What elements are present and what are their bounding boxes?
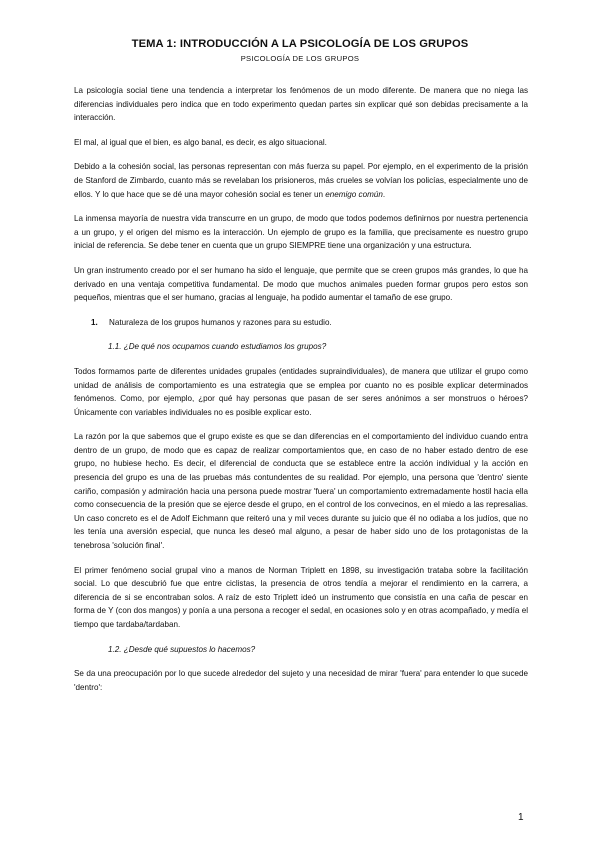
paragraph: El mal, al igual que el bien, es algo banal, es decir, es algo situacional. xyxy=(74,137,327,147)
subsection-heading-1-1: 1.1. ¿De qué nos ocupamos cuando estudiamos los grupos? xyxy=(108,342,327,352)
paragraph xyxy=(74,160,528,201)
document-title: TEMA 1: INTRODUCCIÓN A LA PSICOLOGÍA DE LOS GRUPOS xyxy=(131,38,469,50)
section-number: 1. xyxy=(91,317,98,327)
paragraph: Todos formamos parte de diferentes unidades grupales (entidades supraindividuales), de manera que utilizar el grupo como unidad de análisis de comportamiento es una estrategia que se emplea por cuanto no es posible explicar determinados fenómenos. Como, por ejemplo, ¿por qué hay personas que pasan de ser seres anónimos a ser monstruos o héroes? Únicamente con variables individuales no es posible explicar esto. xyxy=(74,366,528,417)
paragraph: Un gran instrumento creado por el ser humano ha sido el lenguaje, que permite que se creen grupos más grandes, lo que ha derivado en una ventaja competitiva fundamental. De modo que muchos animales pueden formar grupos pero estos son pequeños, mientras que el ser humano, gracias al lenguaje, ha podido aumentar el tamaño de ese grupo. xyxy=(74,265,528,303)
paragraph: La inmensa mayoría de nuestra vida transcurre en un grupo, de modo que todos podemos definirnos por nuestra pertenencia a un grupo, y el origen del mismo es la interacción. Un ejemplo de grupo es la familia, que precisamente es nuestro grupo inicial de referencia. Se debe tener en cuenta que un grupo SIEMPRE tiene una organización y una estructura. xyxy=(74,214,528,251)
paragraph: Se da una preocupación por lo que sucede alrededor del sujeto y una necesidad de mirar 'fuera' para entender lo que sucede 'dentro': xyxy=(74,669,528,692)
paragraph: El primer fenómeno social grupal vino a manos de Norman Triplett en 1898, su investigación trataba sobre la facilitación social. Lo que descubrió fue que entre ciclistas, la presencia de otros tendía a mejorar el rendimiento en la carrera, a diferencia de si se encontraban solos. A raíz de esto Triplett ideó un instrumento que consistía en una caña de pescar en forma de Y (con dos mangos) y ponía a una persona a recoger el sedal, en ocasiones solo y en otras acompañado, y medía el tiempo que tardaba/tardaban. xyxy=(74,565,528,629)
subsection-heading-1-2: 1.2. ¿Desde qué supuestos lo hacemos? xyxy=(108,644,256,654)
paragraph: La psicología social tiene una tendencia a interpretar los fenómenos de un modo diferente. De manera que no niega las diferencias individuales pero indica que en todo experimento quedan partes sin explicar qué son debidas precisamente a la interacción. xyxy=(74,86,528,123)
document-body xyxy=(74,84,528,705)
section-title: Naturaleza de los grupos humanos y razones para su estudio. xyxy=(109,317,332,327)
emphasis-enemigo-comun: enemigo común xyxy=(325,189,383,199)
period: . xyxy=(382,189,386,199)
document-subtitle: PSICOLOGÍA DE LOS GRUPOS xyxy=(240,54,360,63)
page-number: 1 xyxy=(518,812,524,823)
paragraph-text: Debido a la cohesión social, las personas representan con más fuerza su papel. Por ejemplo, en el experimento de la prisión de Stanford de Zimbardo, cuanto más se revelaban los prisioneros, más crueles se volvían los policías, especialmente uno de ellos. Y lo que hace que se dé una mayor cohesión social es tener un xyxy=(74,162,528,199)
section-heading-1 xyxy=(74,316,528,330)
paragraph: La razón por la que sabemos que el grupo existe es que se dan diferencias en el comportamiento del individuo cuando entra dentro de un grupo, de modo que es capaz de realizar comportamientos que, en caso de no haber estado dentro de ese grupo, no hubiese hecho. Es decir, el diferencial de conducta que se establece entre la acción individual y la acción en presencia del grupo es una de las pruebas más contundentes de su realidad. Por ejemplo, una persona que 'dentro' siente cariño, compasión y admiración hacia una persona puede mostrar 'fuera' un comportamiento extremadamente hostil hacia ella como consecuencia de la presión que se ejerce desde el grupo, en el control de los convecinos, en el miedo a las represalias. Un caso concreto es el de Adolf Eichmann que reiteró una y mil veces durante su juicio que él no odiaba a los judíos, que no les tenía una aversión especial, que nunca les deseó mal alguno, a pesar de haber sido uno de los protagonistas de la tenebrosa 'solución final'. xyxy=(74,432,528,551)
